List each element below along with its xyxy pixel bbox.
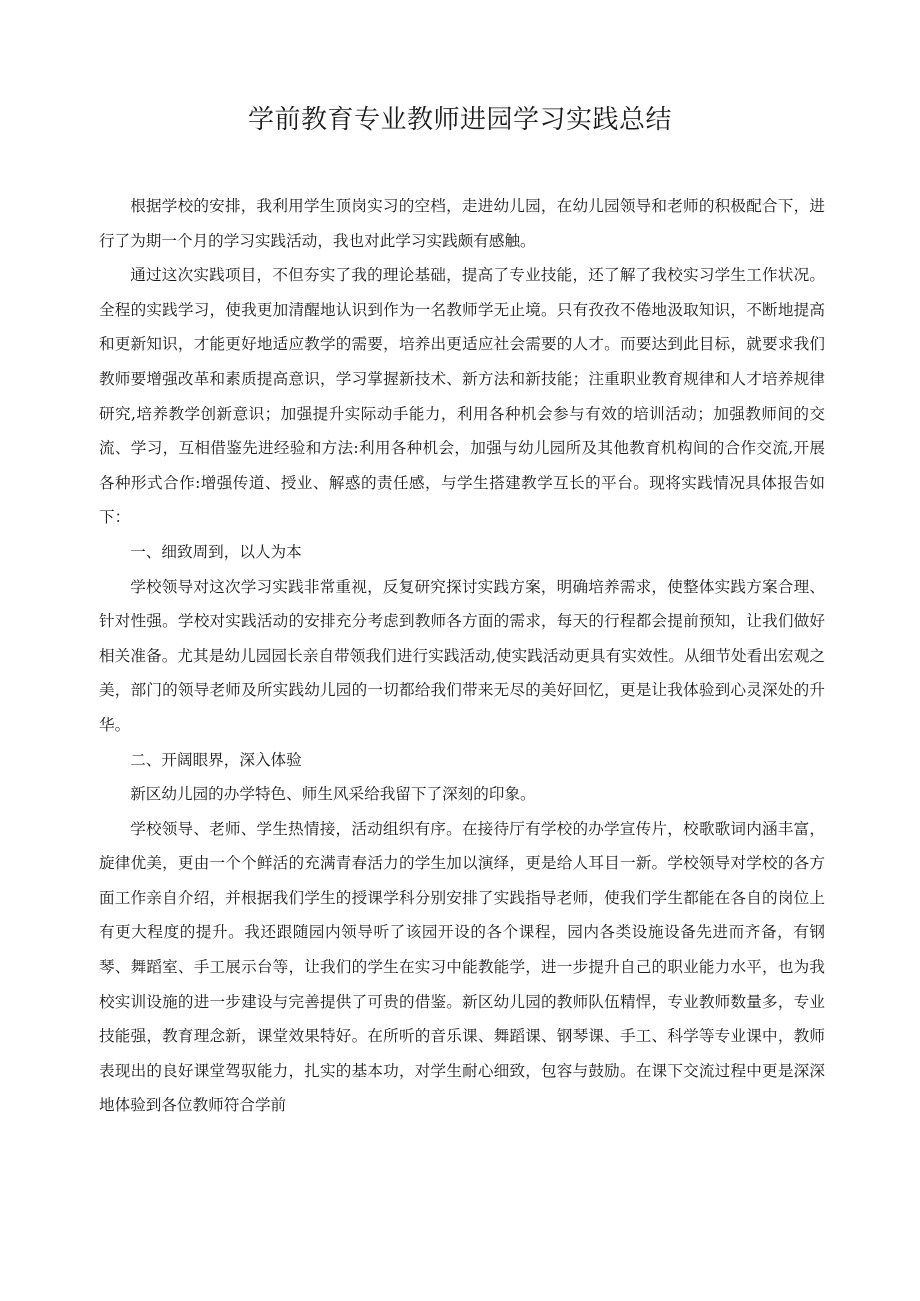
paragraph-overview: 通过这次实践项目，不但夯实了我的理论基础，提高了专业技能，还了解了我校实习学生工作状况。全程的实践学习，使我更加清醒地认识到作为一名教师学无止境。只有孜孜不倦地汲取知识，不断地提高和更新知识，才能更好地适应教学的需要，培养出更适应社会需要的人才。而要达到此目标，就要求我们教师要增强改革和素质提高意识，学习掌握新技术、新方法和新技能；注重职业教育规律和人才培养规律研究,培养教学创新意识；加强提升实际动手能力，利用各种机会参与有效的培训活动；加强教师间的交流、学习，互相借鉴先进经验和方法:利用各种机会，加强与幼儿园所及其他教育机构间的合作交流,开展各种形式合作:增强传道、授业、解惑的责任感，与学生搭建教学互长的平台。现将实践情况具体报告如下： <box>99 266 825 527</box>
document-body <box>99 189 825 1123</box>
section-heading-1: 一、细致周到，以人为本 <box>130 542 302 561</box>
paragraph-section-2-intro: 新区幼儿园的办学特色、师生风采给我留下了深刻的印象。 <box>130 785 536 804</box>
paragraph-section-1: 学校领导对这次学习实践非常重视，反复研究探讨实践方案，明确培养需求，使整体实践方案合理、针对性强。学校对实践活动的安排充分考虑到教师各方面的需求，每天的行程都会提前预知，让我们做好相关准备。尤其是幼儿园园长亲自带领我们进行实践活动,使实践活动更具有实效性。从细节处看出宏观之美，部门的领导老师及所实践幼儿园的一切都给我们带来无尽的美好回忆，更是让我体验到心灵深处的升华。 <box>99 577 825 734</box>
document-title: 学前教育专业教师进园学习实践总结 <box>247 105 672 135</box>
paragraph-section-2-detail: 学校领导、老师、学生热情接，活动组织有序。在接待厅有学校的办学宣传片，校歌歌词内涵丰富，旋律优美，更由一个个鲜活的充满青春活力的学生加以演绎，更是给人耳目一新。学校领导对学校的各方面工作亲自介绍，并根据我们学生的授课学科分别安排了实践指导老师，使我们学生都能在各自的岗位上有更大程度的提升。我还跟随园内领导听了该园开设的各个课程，园内各类设施设备先进而齐备，有钢琴、舞蹈室、手工展示台等，让我们的学生在实习中能教能学，进一步提升自己的职业能力水平，也为我校实训设施的进一步建设与完善提供了可贵的借鉴。新区幼儿园的教师队伍精悍，专业教师数量多，专业技能强，教育理念新，课堂效果特好。在所听的音乐课、舞蹈课、钢琴课、手工、科学等专业课中，教师表现出的良好课堂驾驭能力，扎实的基本功，对学生耐心细致，包容与鼓励。在课下交流过程中更是深深地体验到各位教师符合学前 <box>99 819 825 1115</box>
section-heading-2: 二、开阔眼界，深入体验 <box>130 750 302 769</box>
paragraph-intro: 根据学校的安排，我利用学生顶岗实习的空档，走进幼儿园，在幼儿园领导和老师的积极配合下，进行了为期一个月的学习实践活动，我也对此学习实践颇有感触。 <box>99 197 825 250</box>
